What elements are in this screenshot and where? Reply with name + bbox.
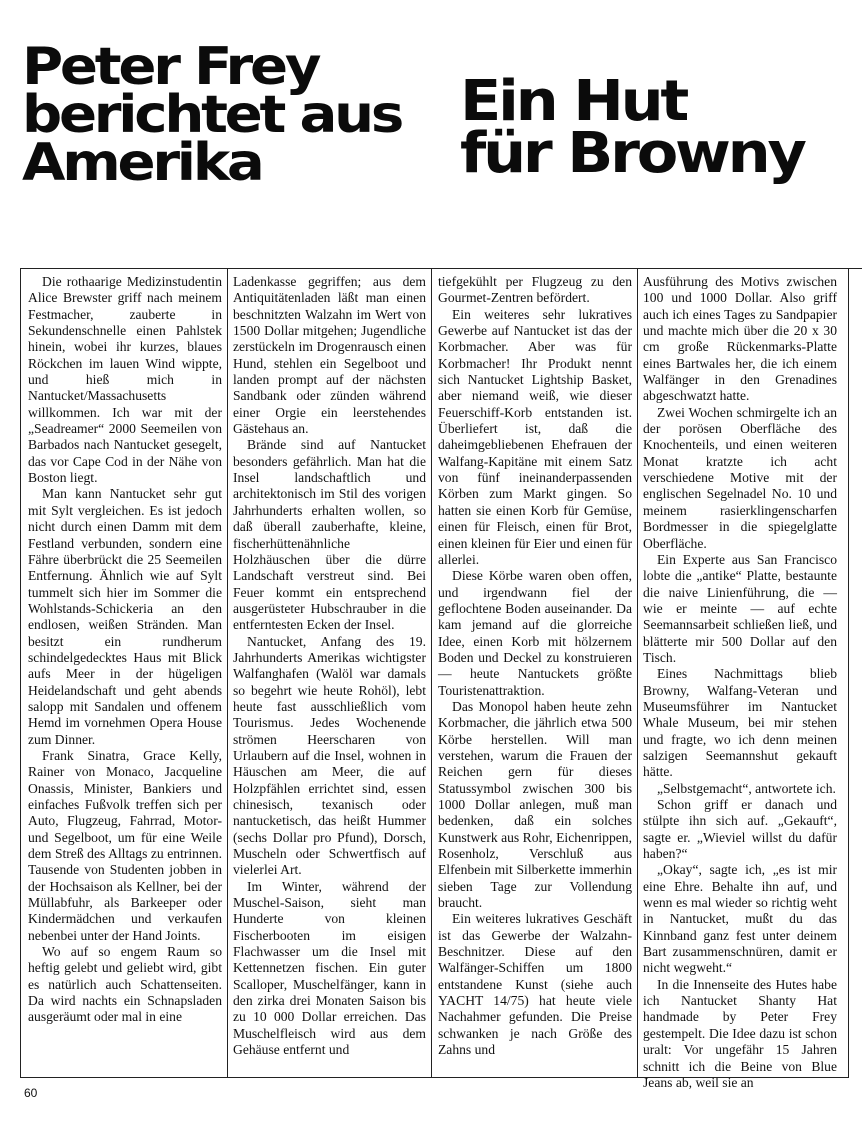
column-divider bbox=[637, 268, 638, 1078]
paragraph: Ein weiteres lukratives Geschäft ist das Gewerbe der Walzahn-Beschnitzer. Diese auf den Walfänger-Schiffen um 1800 entstandene Kunst (siehe auch YACHT 14/75) hat heute viele Nachahmer gefunden. Die Preise schwanken je nach Größe des Zahns und bbox=[438, 911, 632, 1058]
paragraph: Im Winter, während der Muschel-Saison, sieht man Hunderte von kleinen Fischerbooten im eisigen Flachwasser um die Insel mit Kettennetzen fischen. Ein guter Scalloper, Muschelfänger, kann in den zirka drei Monaten Saison bis zu 10 000 Dollar erreichen. Das Muschelfleisch wird aus dem Gehäuse entfernt und bbox=[233, 878, 426, 1058]
paragraph: Ausführung des Motivs zwischen 100 und 1000 Dollar. Also griff auch ich eines Tages zu Sandpapier und machte mich über die 20 x 30 cm große Rückenmarks-Platte eines Bartwales her, die ich einem Walfänger in den Grenadines abgeschwatzt hatte. bbox=[643, 274, 837, 404]
headline-right bbox=[460, 69, 804, 186]
article-column-1 bbox=[28, 274, 222, 1074]
paragraph: Zwei Wochen schmirgelte ich an der porösen Oberfläche des Knochenteils, und einen weiteren Monat kratzte ich acht verschiedene Motive mit der englischen Segelnadel No. 10 und meinem rasierklingenscharfen Bordmesser in die spiegelglatte Oberfläche. bbox=[643, 404, 837, 551]
paragraph: Ein weiteres sehr lukratives Gewerbe auf Nantucket ist das der Korbmacher. Aber was für Korbmacher! Ihr Produkt nennt sich Nantucket Lightship Basket, aber niemand weiß, wie dieser Feuerschiff-Korb entstanden ist. Überliefert ist, daß die daheimgebliebenen Ehefrauen der Walfang-Kapitäne mit einem Satz von fünf ineinanderpassenden Körben zum Markt gingen. So hatten sie einen Korb für Gemüse, einen für Fleisch, einen für Brot, einen kleinen für Eier und einen für allerlei. bbox=[438, 306, 633, 567]
paragraph: In die Innenseite des Hutes habe ich Nantucket Shanty Hat handmade by Peter Frey gestempelt. Die Idee dazu ist schon uralt: Vor ungefähr 15 Jahren schnitt ich die Beine von Blue Jeans ab, weil sie an bbox=[643, 976, 837, 1090]
headline-left-line-3: Amerika bbox=[22, 132, 262, 193]
column-divider bbox=[431, 268, 432, 1078]
paragraph: Frank Sinatra, Grace Kelly, Rainer von Monaco, Jacqueline Onassis, Minister, Bankiers und einfaches Fußvolk treffen sich per Auto, Flugzeug, Fahrrad, Motor- und Segelboot, um für eine Weile dem Streß des Alltags zu entrinnen. Tausende von Studenten jobben in der Hochsaison als Kellner, bei der Müllabfuhr, als Barkeeper oder Kindermädchen und verkaufen nebenbei unter der Hand Joints. bbox=[28, 747, 222, 943]
paragraph: „Okay“, sagte ich, „es ist mir eine Ehre. Behalte ihn auf, und wenn es mal wieder so richtig weht in Nantucket, mußt du das Kinnband ganz fest unter deinem Bart zusammenschnüren, damit er nicht wegweht.“ bbox=[643, 862, 837, 976]
article-column-3 bbox=[438, 274, 632, 1074]
column-divider bbox=[227, 268, 228, 1078]
headline-left-line-1: Peter Frey bbox=[22, 37, 319, 97]
paragraph: tiefgekühlt per Flugzeug zu den Gourmet-Zentren befördert. bbox=[438, 274, 632, 306]
paragraph: Ladenkasse gegriffen; aus dem Antiquitätenladen läßt man einen beschnitzten Walzahn im Wert von 1500 Dollar mitgehen; Jugendliche zerstückeln im Drogenrausch einen Hund, stehlen ein Segelboot und landen prompt auf der nächsten Sandbank oder zünden während einer Orgie ein leerstehendes Gästehaus an. bbox=[233, 274, 426, 437]
page-number: 60 bbox=[24, 1086, 38, 1100]
column-divider bbox=[848, 268, 849, 1078]
headline-left bbox=[22, 37, 402, 193]
paragraph: Diese Körbe waren oben offen, und irgendwann fiel der geflochtene Boden auseinander. Da kam jemand auf die glorreiche Idee, einen Korb mit hölzernem Boden und Deckel zu konstruieren — heute Nantuckets größte Touristenattraktion. bbox=[438, 568, 632, 698]
paragraph: Schon griff er danach und stülpte ihn sich auf. „Gekauft“, sagte er. „Wieviel willst du dafür haben?“ bbox=[643, 797, 837, 862]
article-column-4 bbox=[643, 274, 837, 1090]
paragraph: Man kann Nantucket sehr gut mit Sylt vergleichen. Es ist jedoch nicht durch einen Damm mit dem Festland verbunden, sondern eine Fähre überbrückt die 25 Seemeilen Entfernung. Ähnlich wie auf Sylt tummelt sich hier im Sommer die Wohlstands-Schickeria an den endlosen, weißen Stränden. Man besitzt ein rundherum schindelgedecktes Haus mit Blick aufs Meer in der hügeligen Heidelandschaft und geht abends salopp mit Sandalen und offenem Hemd im vornehmen Opera House zum Dinner. bbox=[28, 486, 222, 747]
headline-left-line-2: berichtet aus bbox=[22, 84, 402, 145]
bottom-rule bbox=[20, 1077, 848, 1078]
headline-right-line-1: Ein Hut bbox=[460, 69, 687, 134]
headline-right-line-2: für Browny bbox=[460, 120, 804, 186]
paragraph: Wo auf so engem Raum so heftig gelebt und geliebt wird, gibt es natürlich auch Schattenseiten. Da wird nachts ein Schnapsladen ausgeräumt oder mal in eine bbox=[28, 944, 222, 1025]
paragraph: Das Monopol haben heute zehn Korbmacher, die jährlich etwa 500 Körbe herstellen. Will man verstehen, warum die Frauen der Reichen gern für dieses Statussymbol zwischen 300 bis 1000 Dollar anlegen, muß man bedenken, daß ein solches Kunstwerk aus Rohr, Eichenrippen, Rosenholz, Verschluß aus Elfenbein mit Silberkette immerhin sieben Tage zur Vollendung braucht. bbox=[438, 698, 632, 911]
paragraph: Die rothaarige Medizinstudentin Alice Brewster griff nach meinem Festmacher, zauberte in Sekundenschnelle einen Pahlstek hinein, wobei ihr kurzes, blaues Röckchen im lauen Wind wippte, und hieß mich in Nantucket/Massachusetts willkommen. Ich war mit der „Seadreamer“ 2000 Seemeilen von Barbados nach Nantucket gesegelt, das vor Cape Cod in der Nähe von Boston liegt. bbox=[28, 274, 222, 486]
paragraph: Ein Experte aus San Francisco lobte die „antike“ Platte, bestaunte die naive Linienführung, die — wie er meinte — auf echte Seemannsarbeit schließen ließ, und blätterte mir 500 Dollar auf den Tisch. bbox=[643, 551, 837, 665]
column-divider bbox=[20, 268, 21, 1078]
paragraph: Eines Nachmittags blieb Browny, Walfang-Veteran und Museumsführer im Nantucket Whale Museum, bei mir stehen und fragte, wo ich denn meinen salzigen Seemannshut gekauft hätte. bbox=[643, 666, 837, 780]
top-rule bbox=[20, 268, 862, 269]
paragraph: Nantucket, Anfang des 19. Jahrhunderts Amerikas wichtigster Walfanghafen (Walöl war damals so begehrt wie heute Rohöl), lebt heute fast ausschließlich vom Tourismus. Jedes Wochenende strömen Heerscharen von Urlaubern auf die Insel, wohnen in Häuschen am Meer, die auf Holzpfählen errichtet sind, essen chinesisch, texanisch oder nantucketisch, das heißt Hummer (sechs Dollar pro Pfund), Dorsch, Muscheln oder Schwertfisch auf vielerlei Art. bbox=[233, 633, 426, 878]
article-column-2 bbox=[233, 274, 426, 1074]
paragraph: Brände sind auf Nantucket besonders gefährlich. Man hat die Insel landschaftlich und architektonisch im Stil des vorigen Jahrhunderts erhalten wollen, so daß überall zauberhafte, kleine, fischerhüttenähnliche Holzhäuschen über die dürre Landschaft verstreut sind. Bei Feuer kommt ein entsprechend ausgerüsteter Hubschrauber in die entferntesten Ecken der Insel. bbox=[233, 437, 426, 633]
paragraph: „Selbstgemacht“, antwortete ich. bbox=[657, 780, 836, 796]
